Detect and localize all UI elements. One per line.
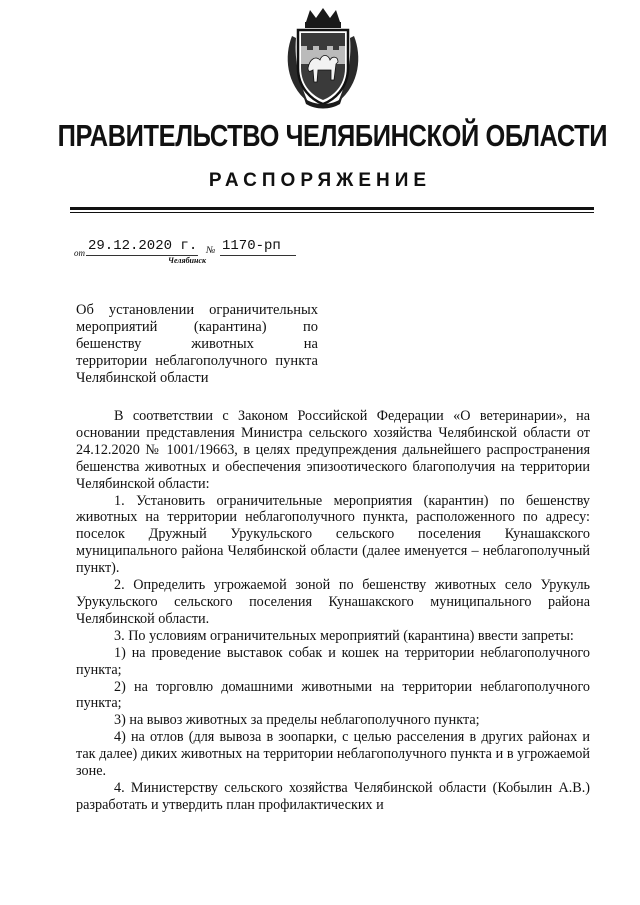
number-underline	[220, 255, 296, 256]
paragraph-subitem-3: 3) на вывоз животных за пределы неблагополучного пункта;	[114, 712, 480, 729]
document-subject	[76, 302, 318, 387]
document-body	[76, 408, 590, 814]
paragraph-item-2: 2. Определить угрожаемой зоной по бешенству животных село Урукуль Урукульского сельского поселения Кунашакского муниципального района Челябинской области.	[76, 577, 590, 627]
subject-line: бешенству животных на	[76, 336, 318, 352]
paragraph-subitem-4: 4) на отлов (для вывоза в зоопарки, с целью расселения в других районах и так далее) диких животных на территории неблагополучного пункта и в угрожаемой зоне.	[76, 729, 590, 780]
number-label: №	[206, 245, 216, 256]
paragraph-subitem-2: 2) на торговлю домашними животными на территории неблагополучного пункта;	[76, 678, 590, 712]
city-name: Челябинск	[168, 256, 207, 265]
header-divider-thin	[70, 212, 594, 213]
paragraph-item-1: 1. Установить ограничительные мероприятия (карантин) по бешенству животных на территории неблагополучного пункта, расположенного по адресу: поселок Дружный Урукульского сельского поселения Кунашакского муниципального района Челябинской области (далее именуется – неблагополучный пункт).	[76, 492, 590, 577]
document-number: 1170-рп	[222, 238, 281, 254]
subject-line: Об установлении ограничительных	[76, 302, 318, 318]
document-type: РАСПОРЯЖЕНИЕ	[208, 170, 432, 191]
document-date: 29.12.2020 г.	[88, 238, 198, 254]
government-title: ПРАВИТЕЛЬСТВО ЧЕЛЯБИНСКОЙ ОБЛАСТИ	[57, 118, 608, 153]
subject-line: территории неблагополучного пункта	[76, 353, 318, 369]
coat-of-arms-emblem	[280, 6, 366, 110]
paragraph-item-3: 3. По условиям ограничительных мероприятий (карантина) ввести запреты:	[114, 627, 574, 644]
date-prefix: от	[74, 248, 85, 258]
subject-line: мероприятий (карантина) по	[76, 319, 318, 335]
paragraph-preamble: В соответствии с Законом Российской Федерации «О ветеринарии», на основании представления Министра сельского хозяйства Челябинской области от 24.12.2020 № 1001/19663, в целях предупреждения дальнейшего распространения бешенства животных и обеспечения эпизоотического благополучия на территории Челябинской области:	[76, 408, 590, 492]
paragraph-subitem-1: 1) на проведение выставок собак и кошек на территории неблагополучного пункта;	[76, 644, 590, 678]
paragraph-item-4: 4. Министерству сельского хозяйства Челябинской области (Кобылин А.В.) разработать и утвердить план профилактических и	[76, 779, 590, 813]
subject-line: Челябинской области	[76, 370, 209, 386]
header-divider-thick	[70, 207, 594, 210]
